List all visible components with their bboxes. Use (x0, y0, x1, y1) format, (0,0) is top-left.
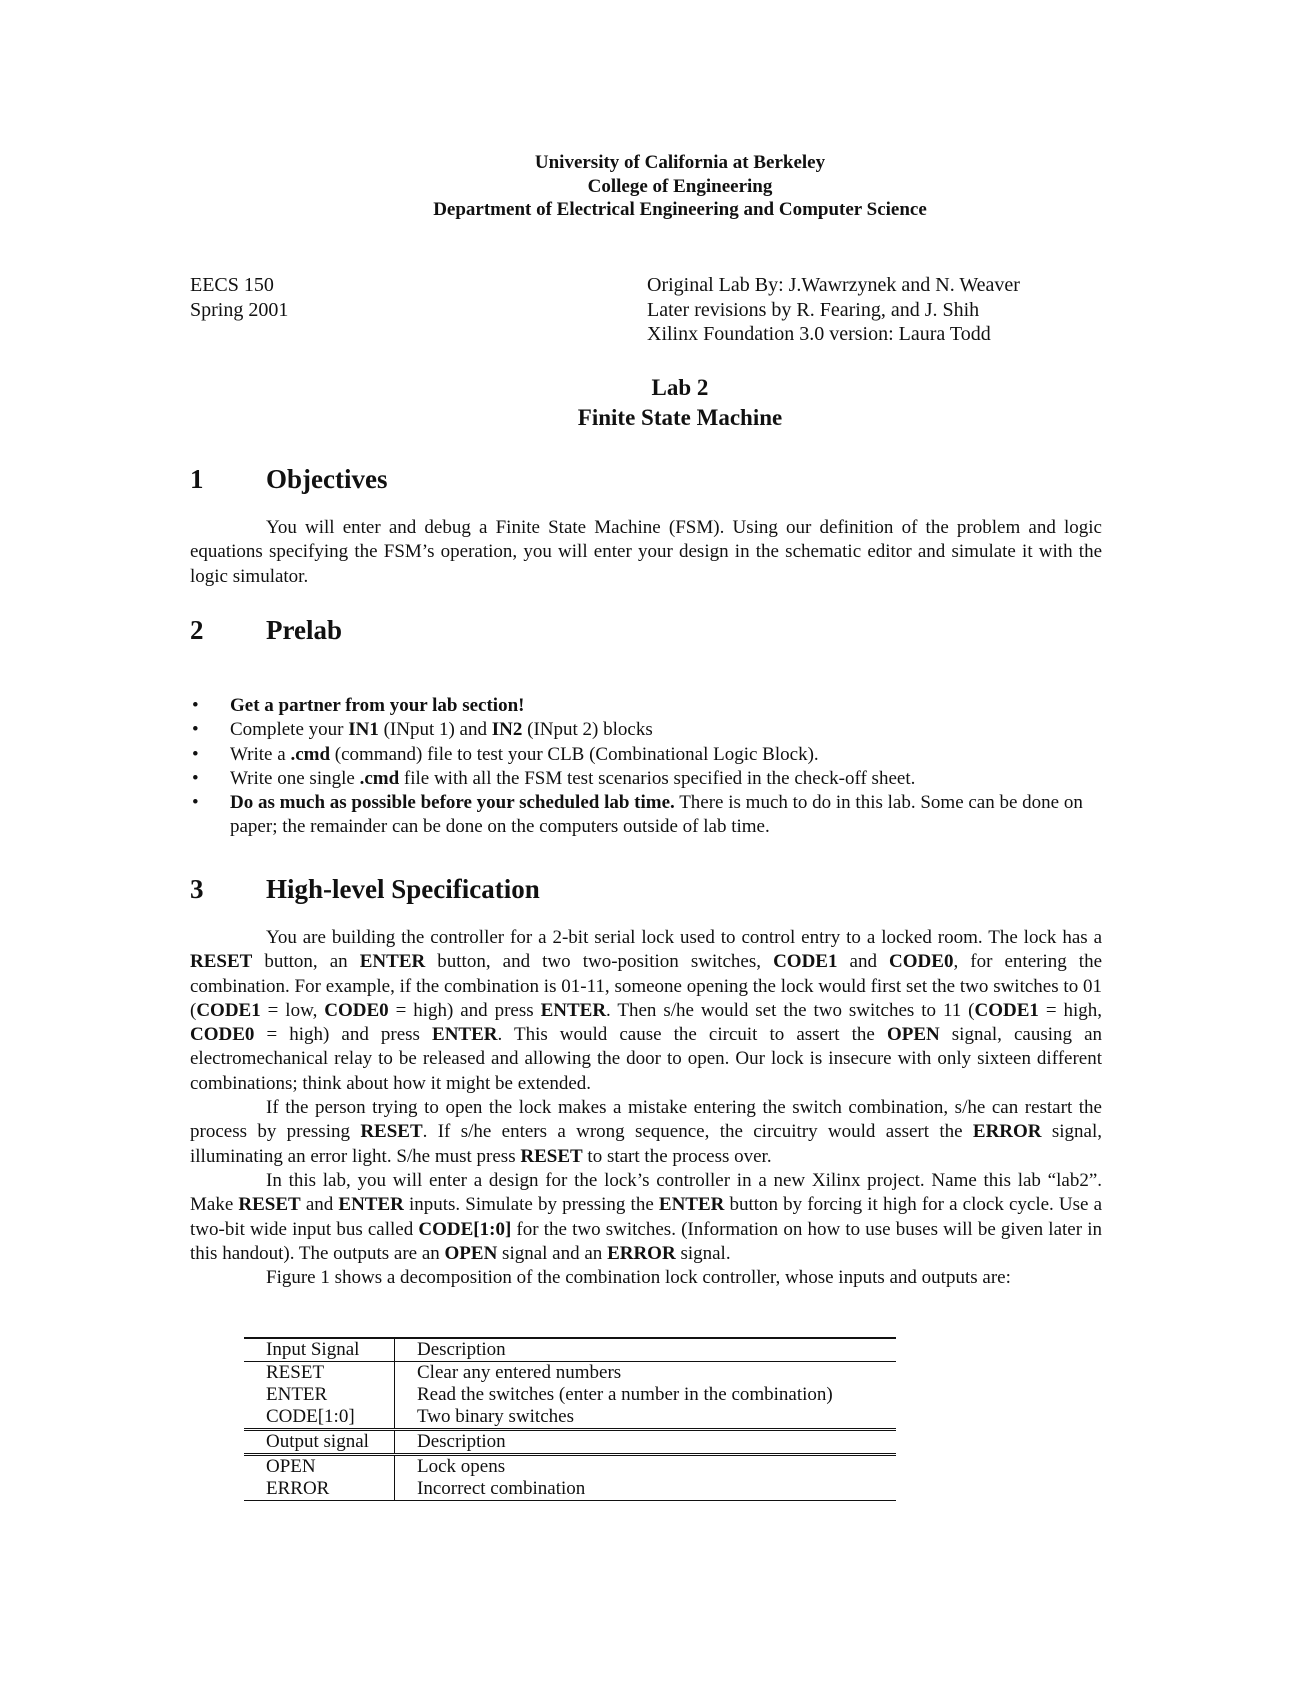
spec-paragraph-4: Figure 1 shows a decomposition of the combination lock controller, whose inputs and outputs are: (266, 1267, 1011, 1289)
table-header-cell: Output signal (244, 1430, 395, 1455)
section-number: 2 (190, 615, 204, 645)
spec-paragraph-2: If the person trying to open the lock makes a mistake entering the switch combination, s/he can restart the process by pressing RESET. If s/he enters a wrong sequence, the circuitry would assert the ERROR signal, illuminating an error light. S/he must press RESET to start the process over. (190, 1097, 1102, 1167)
table-header-cell: Description (395, 1430, 897, 1455)
signal-description: Clear any entered numbers (417, 1362, 622, 1383)
lab-title (180, 373, 1180, 433)
table-row (244, 1362, 896, 1385)
section-title: Objectives (266, 464, 388, 494)
table-header-row (244, 1338, 896, 1362)
university-name: University of California at Berkeley (534, 152, 826, 173)
department-name: Department of Electrical Engineering and Computer Science (433, 199, 927, 220)
author-line-1: Original Lab By: J.Wawrzynek and N. Weaver (647, 274, 1020, 296)
signal-name: CODE[1:0] (244, 1406, 395, 1430)
signal-name: OPEN (244, 1455, 395, 1479)
institution-header (180, 151, 1180, 222)
course-code: EECS 150 (190, 274, 274, 296)
section-title: Prelab (266, 615, 342, 645)
prelab-list (190, 694, 1102, 840)
spec-paragraph-3: In this lab, you will enter a design for the lock’s controller in a new Xilinx project. Name this lab “lab2”. Make RESET and ENTER inputs. Simulate by pressing the ENTER button by forcing it high for a clock cycle. Use a two-bit wide input bus called CODE[1:0] for the two switches. (Information on how to use buses will be given later in this handout). The outputs are an OPEN signal and an ERROR signal. (190, 1169, 1103, 1264)
college-name: College of Engineering (587, 175, 773, 197)
signal-description: Two binary switches (417, 1406, 574, 1427)
signal-table (244, 1337, 896, 1501)
signal-description: Lock opens (417, 1456, 506, 1477)
list-item: • Do as much as possible before your scheduled lab time. There is much to do in this lab. Some can be done on paper; the remainder can be done on the computers outside of lab time. (192, 792, 1083, 838)
lab-name: Finite State Machine (577, 405, 783, 430)
table-header-row (244, 1430, 896, 1455)
term: Spring 2001 (190, 298, 289, 321)
course-info (190, 273, 288, 322)
objectives-paragraph: You will enter and debug a Finite State Machine (FSM). Using our definition of the problem and logic equations specifying the FSM’s operation, you will enter your design in the schematic editor and simulate it with the logic simulator. (190, 517, 1102, 587)
authors-info (647, 273, 1020, 347)
section-title: High-level Specification (266, 874, 540, 904)
signal-name: ENTER (244, 1384, 395, 1406)
list-item: • Write one single .cmd file with all the FSM test scenarios specified in the check-off sheet. (192, 767, 916, 789)
section-number: 3 (190, 874, 204, 904)
signal-name: ERROR (244, 1478, 395, 1501)
lab-number: Lab 2 (651, 375, 709, 400)
signal-description: Incorrect combination (395, 1478, 897, 1501)
section-number: 1 (190, 464, 204, 494)
table-header-cell: Description (395, 1338, 897, 1362)
table-row (244, 1478, 896, 1501)
spec-paragraph-1: You are building the controller for a 2-bit serial lock used to control entry to a locked room. The lock has a RESET button, an ENTER button, and two two-position switches, CODE1 and CODE0, for entering the combination. For example, if the combination is 01-11, someone opening the lock would first set the two switches to 01 (CODE1 = low, CODE0 = high) and press ENTER. Then s/he would set the two switches to 11 (CODE1 = high, CODE0 = high) and press ENTER. This would cause the circuit to assert the OPEN signal, causing an electromechanical relay to be released and allowing the door to open. Our lock is insecure with only sixteen different combinations; think about how it might be extended. (190, 927, 1103, 1094)
specification-body (190, 926, 1102, 1290)
signal-name: RESET (244, 1362, 395, 1385)
table-row (244, 1406, 896, 1430)
author-line-3: Xilinx Foundation 3.0 version: Laura Todd (647, 323, 991, 345)
list-item: • Write a .cmd (command) file to test your CLB (Combinational Logic Block). (192, 743, 819, 765)
table-row (244, 1455, 896, 1479)
list-item: • Complete your IN1 (INput 1) and IN2 (INput 2) blocks (192, 719, 653, 741)
table-row (244, 1384, 896, 1406)
table-header-cell: Input Signal (244, 1338, 395, 1362)
signal-description: Read the switches (enter a number in the combination) (417, 1384, 833, 1405)
list-item: • Get a partner from your lab section! (192, 695, 525, 716)
author-line-2: Later revisions by R. Fearing, and J. Shih (647, 298, 980, 321)
